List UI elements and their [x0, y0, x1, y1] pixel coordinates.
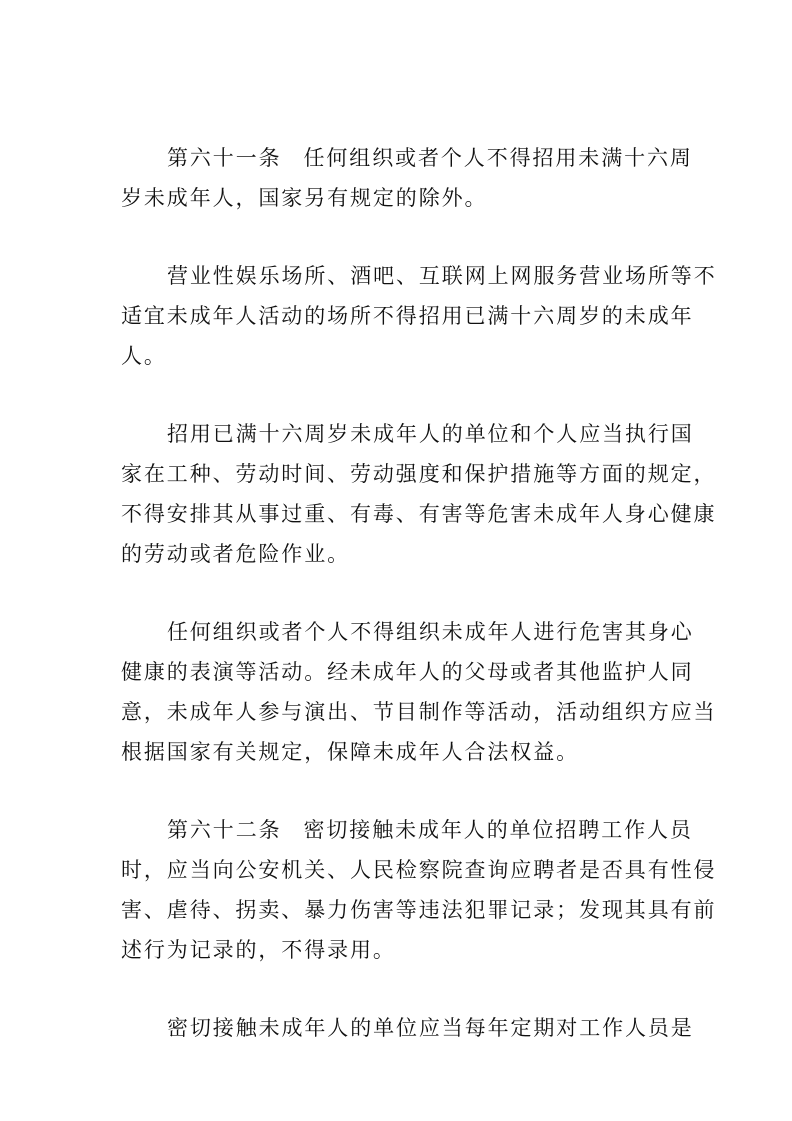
paragraph-article-61 [121, 138, 693, 218]
paragraph-line [121, 810, 693, 850]
paragraph-line: 意，未成年人参与演出、节目制作等活动，活动组织方应当 [121, 700, 717, 724]
article-number: 第六十一条 [167, 146, 282, 170]
paragraph-line: 招用已满十六周岁未成年人的单位和个人应当执行国 [167, 422, 694, 446]
paragraph-line: 述行为记录的，不得录用。 [121, 938, 396, 962]
paragraph-annual-check [121, 1008, 694, 1048]
paragraph-employment-rules [121, 414, 717, 574]
paragraph-line: 适宜未成年人活动的场所不得招用已满十六周岁的未成年 [121, 304, 694, 328]
paragraph-line: 人。 [121, 344, 167, 368]
paragraph-line: 营业性娱乐场所、酒吧、互联网上网服务营业场所等不 [167, 264, 717, 288]
paragraph-line [121, 138, 693, 178]
paragraph-line: 不得安排其从事过重、有毒、有害等危害未成年人身心健康 [121, 502, 717, 526]
paragraph-line: 岁未成年人，国家另有规定的除外。 [121, 186, 488, 210]
paragraph-line: 时，应当向公安机关、人民检察院查询应聘者是否具有性侵 [121, 858, 717, 882]
paragraph-line: 健康的表演等活动。经未成年人的父母或者其他监护人同 [121, 660, 694, 684]
paragraph-line: 害、虐待、拐卖、暴力伤害等违法犯罪记录；发现其具有前 [121, 898, 717, 922]
paragraph-performances [121, 612, 717, 772]
line-text: 密切接触未成年人的单位招聘工作人员 [303, 818, 693, 842]
paragraph-line: 根据国家有关规定，保障未成年人合法权益。 [121, 740, 579, 764]
article-number: 第六十二条 [167, 818, 282, 842]
paragraph-article-62 [121, 810, 717, 970]
paragraph-entertainment-venues [121, 256, 717, 376]
paragraph-line: 家在工种、劳动时间、劳动强度和保护措施等方面的规定， [121, 462, 717, 486]
paragraph-line: 的劳动或者危险作业。 [121, 542, 350, 566]
paragraph-line: 密切接触未成年人的单位应当每年定期对工作人员是 [167, 1016, 694, 1040]
line-text: 任何组织或者个人不得招用未满十六周 [303, 146, 693, 170]
document-page [121, 138, 717, 1086]
paragraph-line: 任何组织或者个人不得组织未成年人进行危害其身心 [167, 620, 694, 644]
